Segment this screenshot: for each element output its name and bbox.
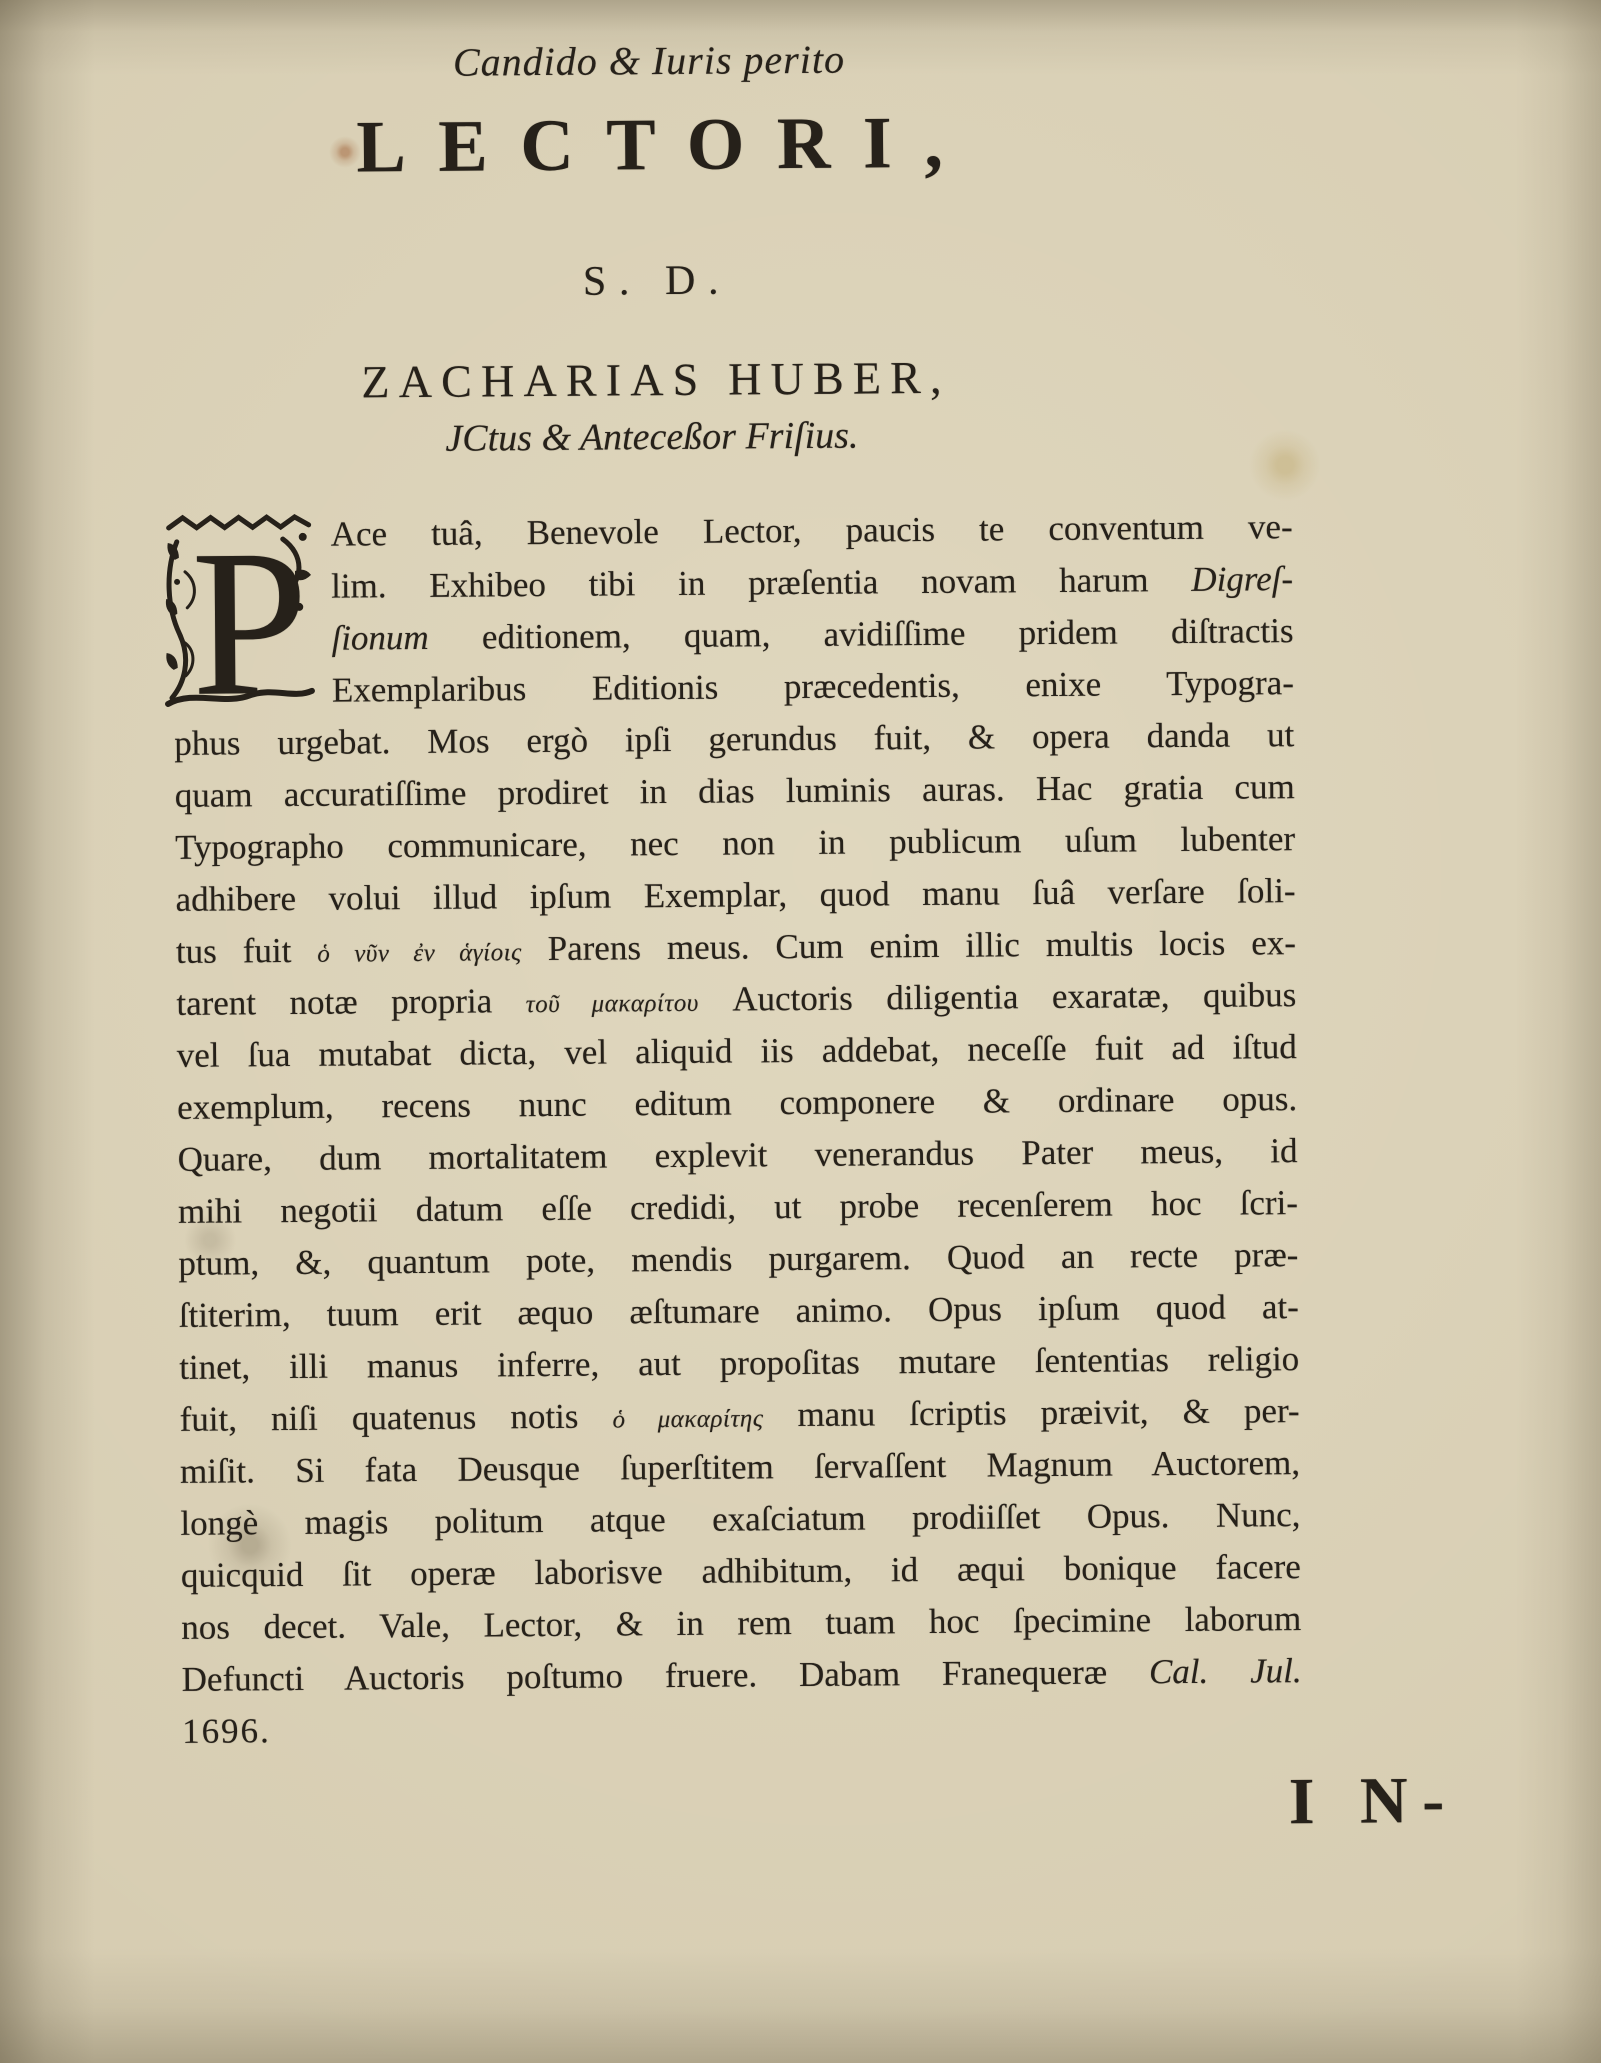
- text-segment: manu ſcriptis præivit, & per-: [763, 1391, 1300, 1435]
- body-line: [177, 1125, 1297, 1186]
- body-line: [177, 1021, 1297, 1082]
- body-line: [176, 969, 1296, 1030]
- text-segment: fuit, niſi quatenus notis: [179, 1396, 613, 1439]
- text-segment: Ace tuâ, Benevole Lector, paucis te conventum ve-: [330, 507, 1293, 554]
- text-segment: longè magis politum atque exaſciatum prodiiſſet Opus. Nunc,: [180, 1495, 1301, 1543]
- text-segment: tus fuit: [175, 930, 318, 971]
- text-segment: ſtiterim, tuum erit æquo æſtumare animo. Opus ipſum quod at-: [178, 1287, 1299, 1335]
- salutation: S. D.: [582, 257, 732, 305]
- text-segment: ſionum: [331, 617, 429, 658]
- text-segment: quicquid ſit operæ laborisve adhibitum, id æqui bonique facere: [180, 1547, 1301, 1595]
- text-segment: quam accuratiſſime prodiret in dias luminis auras. Hac gratia cum: [174, 767, 1295, 815]
- text-segment: mihi negotii datum eſſe credidi, ut probe recenſerem hoc ſcri-: [177, 1183, 1299, 1231]
- body-line: [180, 1489, 1300, 1550]
- greek-phrase: ὁ νῦν ἐν ἁγίοις: [317, 939, 522, 968]
- body-line: [175, 761, 1295, 822]
- body-line: [175, 865, 1295, 926]
- body-line: [180, 1437, 1300, 1498]
- body-line: [177, 1073, 1297, 1134]
- body-line: [173, 605, 1293, 666]
- text-segment: miſit. Si fata Deusque ſuperſtitem ſervaſſent Magnum Auctorem,: [179, 1443, 1301, 1491]
- text-segment: Exemplaribus Editionis præcedentis, enixe Typogra-: [331, 663, 1295, 710]
- text-segment: Parens meus. Cum enim illic multis locis ex-: [521, 923, 1297, 969]
- half-title: Candido & Iuris perito: [452, 36, 846, 85]
- body-line: [179, 1385, 1299, 1446]
- body-line: [181, 1645, 1301, 1706]
- text-segment: tarent notæ propria: [176, 981, 526, 1023]
- woodcut-initial-ornament: [163, 511, 317, 714]
- text-segment: lim. Exhibeo tibi in præſentia novam harum: [330, 559, 1192, 606]
- text-segment: Cal. Jul.: [1148, 1651, 1302, 1692]
- body-line: [174, 657, 1294, 718]
- body-line: [178, 1229, 1298, 1290]
- text-segment: nos decet. Vale, Lector, & in rem tuam hoc ſpecimine laborum: [181, 1599, 1302, 1647]
- author-subtitle: JCtus & Anteceßor Friſius.: [445, 414, 859, 460]
- text-segment: vel ſua mutabat dicta, vel aliquid iis addebat, neceſſe fuit ad iſtud: [176, 1027, 1297, 1075]
- body-line: [179, 1281, 1299, 1342]
- body-line: [174, 709, 1294, 770]
- drop-cap-letter: P: [190, 510, 310, 714]
- body-line: [178, 1177, 1298, 1238]
- author-name: ZACHARIAS HUBER,: [361, 351, 951, 408]
- text-segment: Typographo communicare, nec non in publicum uſum lubenter: [175, 819, 1296, 867]
- body-line: [181, 1593, 1301, 1654]
- text-segment: editionem, quam, avidiſſime pridem diſtractis: [428, 611, 1294, 657]
- text-segment: 1696.: [181, 1711, 271, 1751]
- page-title: LECTORI,: [356, 101, 976, 189]
- body-line: [173, 553, 1293, 614]
- text-segment: Quare, dum mortalitatem explevit venerandus Pater meus, id: [177, 1131, 1298, 1179]
- body-line: [182, 1697, 1302, 1758]
- text-segment: exemplum, recens nunc editum componere & ordinare opus.: [177, 1079, 1298, 1127]
- text-segment: phus urgebat. Mos ergò ipſi gerundus fuit, & opera danda ut: [174, 715, 1295, 763]
- text-segment: ptum, &, quantum pote, mendis purgarem. Quod an recte præ-: [178, 1235, 1299, 1283]
- body-line: [175, 813, 1295, 874]
- text-segment: Auctoris diligentia exaratæ, quibus: [698, 975, 1297, 1019]
- text-segment: Defuncti Auctoris poſtumo fruere. Dabam Franequeræ: [181, 1652, 1150, 1699]
- body-line: [173, 501, 1293, 562]
- text-segment: tinet, illi manus inferre, aut propoſitas mutare ſententias religio: [179, 1339, 1300, 1387]
- body-line: [176, 917, 1296, 978]
- body-line: [181, 1541, 1301, 1602]
- body-paragraph: [173, 501, 1303, 1758]
- body-line: [179, 1333, 1299, 1394]
- text-segment: Digreſ-: [1191, 559, 1294, 599]
- catchword: I N-: [1288, 1763, 1459, 1839]
- greek-phrase: ὁ μακαρίτης: [612, 1405, 764, 1434]
- text-segment: adhibere volui illud ipſum Exemplar, quod manu ſuâ verſare ſoli-: [175, 871, 1296, 919]
- drop-cap-ornate-initial: [163, 511, 317, 714]
- greek-phrase: τοῦ μακαρίτου: [525, 989, 699, 1019]
